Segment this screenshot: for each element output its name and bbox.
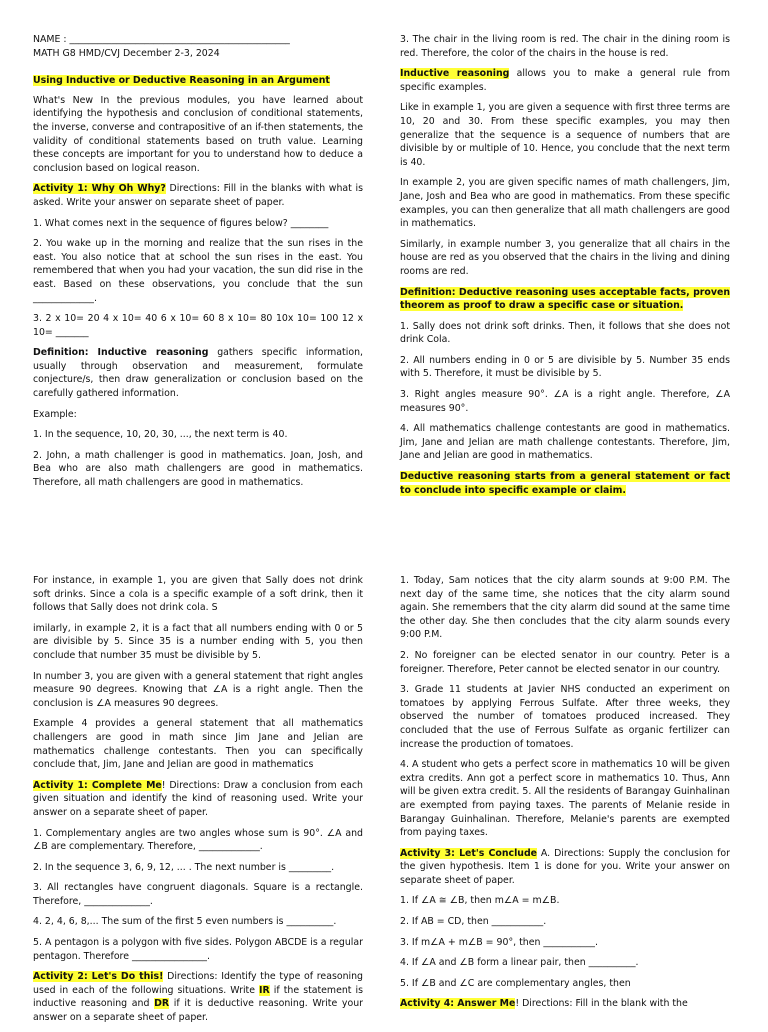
instance-paragraph-4: Example 4 provides a general statement that all mathematics challengers are good in math since Jim Jane and Jelian are mathematics challenge contestants. Then you can specifically conclude that, Jim, Jane and Jelian are good in mathematics — [33, 718, 363, 771]
inductive-definition-label: Definition: Inductive reasoning — [33, 347, 209, 359]
deductive-example-3: 3. Right angles measure 90°. ∠A is a right angle. Therefore, ∠A measures 90°. — [400, 389, 730, 414]
situation-4: 4. A student who gets a perfect score in mathematics 10 will be given extra credits. Ann got a perfect score in mathematics 10. Thus, Ann will be given extra credit. 5. All the residents of Barangay Guinhalinan are exempted from paying taxes. The parents of Melanie reside in Barangay Guinhalinan. Therefore, Melanie's parents are exempted from paying taxes. — [400, 759, 730, 839]
inductive-definition — [33, 346, 363, 400]
inductive-summary — [400, 67, 730, 94]
lesson-title-text: Using Inductive or Deductive Reasoning in an Argument — [33, 75, 330, 87]
complete-item-5: 5. A pentagon is a polygon with five sides. Polygon ABCDE is a regular pentagon. Therefore ________________. — [33, 937, 363, 962]
deductive-statement — [400, 470, 730, 497]
activity1-label: Activity 1: Why Oh Why? — [33, 183, 166, 195]
activity2-text-a: Directions: Identify the type of reasoning used in each of the following situations. Write — [33, 971, 364, 996]
example-3: 3. The chair in the living room is red. The chair in the dining room is red. Therefore, the color of the chairs in the house is red. — [400, 34, 730, 59]
instance-paragraph-2: imilarly, in example 2, it is a fact that all numbers ending with 0 or 5 are divisible by 5. Since 35 is a number ending with 5, you then conclude that number 35 must be divisible by 5. — [33, 622, 363, 661]
activity-lets-conclude — [400, 847, 730, 888]
complete-item-3: 3. All rectangles have congruent diagonals. Square is a rectangle. Therefore, ______________. — [33, 882, 363, 907]
intro-paragraph: What's New In the previous modules, you have learned about identifying the hypothesis and conclusion of conditional statements, the inverse, converse and contrapositive of an if-then statements, the validity of conditional statements based on truth value. Learning these concepts are important for you to understand how to deduce a conclusion based on logical reason. — [33, 94, 363, 174]
complete-item-1: 1. Complementary angles are two angles whose sum is 90°. ∠A and ∠B are complementary. Therefore, _____________. — [33, 827, 363, 853]
inductive-summary-text: allows you to make a general rule from specific examples. — [400, 68, 731, 93]
complete-item-2: 2. In the sequence 3, 6, 9, 12, ... . The next number is _________. — [33, 861, 335, 873]
activity-lets-conclude-text: A. Directions: Supply the conclusion for the given hypothesis. Item 1 is done for you. Write your answer on separate sheet of paper. — [400, 847, 730, 886]
activity-answer-me-text: ! Directions: Fill in the blank with the — [515, 998, 688, 1010]
activity-lets-conclude-label: Activity 3: Let's Conclude — [400, 847, 538, 859]
class-header: MATH G8 HMD/CVJ December 2-3, 2024 — [33, 47, 220, 59]
page1-right-column — [400, 33, 730, 504]
hypothesis-3: 3. If m∠A + m∠B = 90°, then ___________. — [400, 936, 598, 948]
instance-paragraph-1: For instance, in example 1, you are given that Sally does not drink soft drinks. Since a cola is a specific example of a soft drink, then it follows that Sally does not drink cola. S — [33, 575, 363, 614]
deductive-definition — [400, 286, 730, 313]
question-3: 3. 2 x 10= 20 4 x 10= 40 6 x 10= 60 8 x 10= 80 10x 10= 100 12 x 10= _______ — [33, 313, 363, 338]
hypothesis-4: 4. If ∠A and ∠B form a linear pair, then __________. — [400, 957, 639, 969]
activity-lets-do-this — [33, 970, 363, 1024]
activity1-instructions — [33, 182, 363, 209]
ir-code: IR — [259, 984, 270, 996]
activity2-text-b: if the statement is inductive reasoning and — [33, 984, 363, 1010]
deductive-example-1: 1. Sally does not drink soft drinks. Then, it follows that she does not drink Cola. — [400, 320, 730, 346]
dr-code: DR — [154, 998, 170, 1010]
page2-left-column — [33, 574, 363, 1032]
hypothesis-2: 2. If AB = CD, then ___________. — [400, 916, 547, 928]
activity-complete-me-label: Activity 1: Complete Me — [33, 779, 162, 791]
deductive-statement-text: Deductive reasoning starts from a general statement or fact to conclude into specific example or claim. — [400, 471, 730, 496]
situation-2: 2. No foreigner can be elected senator in our country. Peter is a foreigner. Therefore, Peter cannot be elected senator in our country. — [400, 649, 730, 675]
example-1: 1. In the sequence, 10, 20, 30, ..., the next term is 40. — [33, 429, 288, 441]
activity-answer-me — [400, 997, 730, 1011]
hypothesis-1: 1. If ∠A ≅ ∠B, then m∠A = m∠B. — [400, 895, 560, 907]
question-1: 1. What comes next in the sequence of figures below? ________ — [33, 217, 329, 229]
deductive-definition-text: Definition: Deductive reasoning uses acceptable facts, proven theorem as proof to draw a specific case or situation. — [400, 286, 730, 312]
hypothesis-5: 5. If ∠B and ∠C are complementary angles, then — [400, 977, 631, 989]
activity2-text-c: if it is deductive reasoning. Write your answer on a separate sheet of paper. — [33, 998, 363, 1024]
activity-lets-do-this-label: Activity 2: Let's Do this! — [33, 971, 164, 983]
name-line: NAME : _______________________________________________ — [33, 34, 290, 45]
explanation-paragraph-1: Like in example 1, you are given a sequence with first three terms are 10, 20 and 30. From these specific examples, you may then generalize that the sequence is a sequence of numbers that are divisible by or multiple of 10. Hence, you conclude that the next term is 40. — [400, 102, 730, 168]
activity-complete-me — [33, 779, 363, 820]
page1-left-column — [33, 33, 363, 497]
explanation-paragraph-3: Similarly, in example number 3, you generalize that all chairs in the house are red as you observed that the chairs in the living and dining rooms are red. — [400, 238, 730, 277]
instance-paragraph-3: In number 3, you are given with a general statement that right angles measure 90 degrees. Knowing that ∠A is a right angle. Then the conclusion is ∠A measures 90 degrees. — [33, 670, 363, 709]
question-2: 2. You wake up in the morning and realize that the sun rises in the east. You also notice that at school the sun rises in the east. You remembered that when you had your vacation, the sun did rise in the east. Based on these observations, you conclude that the sun _____________. — [33, 238, 363, 304]
situation-3: 3. Grade 11 students at Javier NHS conducted an experiment on tomatoes by applying Ferrous Sulfate. After three weeks, they observed the number of tomatoes produced increased. They concluded that the use of Ferrous Sulfate as organic fertilizer can increase the production of tomatoes. — [400, 684, 730, 750]
complete-item-4: 4. 2, 4, 6, 8,... The sum of the first 5 even numbers is __________. — [33, 916, 337, 928]
example-heading: Example: — [33, 408, 77, 420]
activity1-text: Directions: Fill in the blanks with what is asked. Write your answer on separate sheet of paper. — [33, 183, 363, 208]
activity-answer-me-label: Activity 4: Answer Me — [400, 998, 516, 1010]
inductive-reasoning-label: Inductive reasoning — [400, 68, 510, 80]
explanation-paragraph-2: In example 2, you are given specific names of math challengers, Jim, Jane, Josh and Bea who are good in mathematics. From these specific examples, you can then generalize that all math challengers are good in mathematics. — [400, 177, 730, 230]
deductive-example-2: 2. All numbers ending in 0 or 5 are divisible by 5. Number 35 ends with 5. Therefore, it must be divisible by 5. — [400, 354, 730, 380]
situation-1: 1. Today, Sam notices that the city alarm sounds at 9:00 P.M. The next day of the same time, she notices that the city alarm sound again. She remembers that the city alarm did sound at the same time the other day. She then concludes that the city alarm sounds every 9:00 P.M. — [400, 575, 730, 641]
lesson-title — [33, 74, 363, 88]
inductive-definition-text: gathers specific information, usually through observation and measurement, formulate conjecture/s, then draw generalization or conclusion based on the carefully gathered information. — [33, 347, 363, 400]
example-2: 2. John, a math challenger is good in mathematics. Joan, Josh, and Bea who are also math challengers are good in mathematics. Therefore, all math challengers are good in mathematics. — [33, 449, 363, 489]
deductive-example-4: 4. All mathematics challenge contestants are good in mathematics. Jim, Jane and Jelian are math challenge contestants. Therefore, Jim, Jane and Jelian are good in mathematics. — [400, 423, 730, 462]
page2-right-column — [400, 574, 730, 1018]
activity-complete-me-text: ! Directions: Draw a conclusion from each given situation and identify the kind of reasoning used. Write your answer on a separate sheet of paper. — [33, 779, 363, 818]
